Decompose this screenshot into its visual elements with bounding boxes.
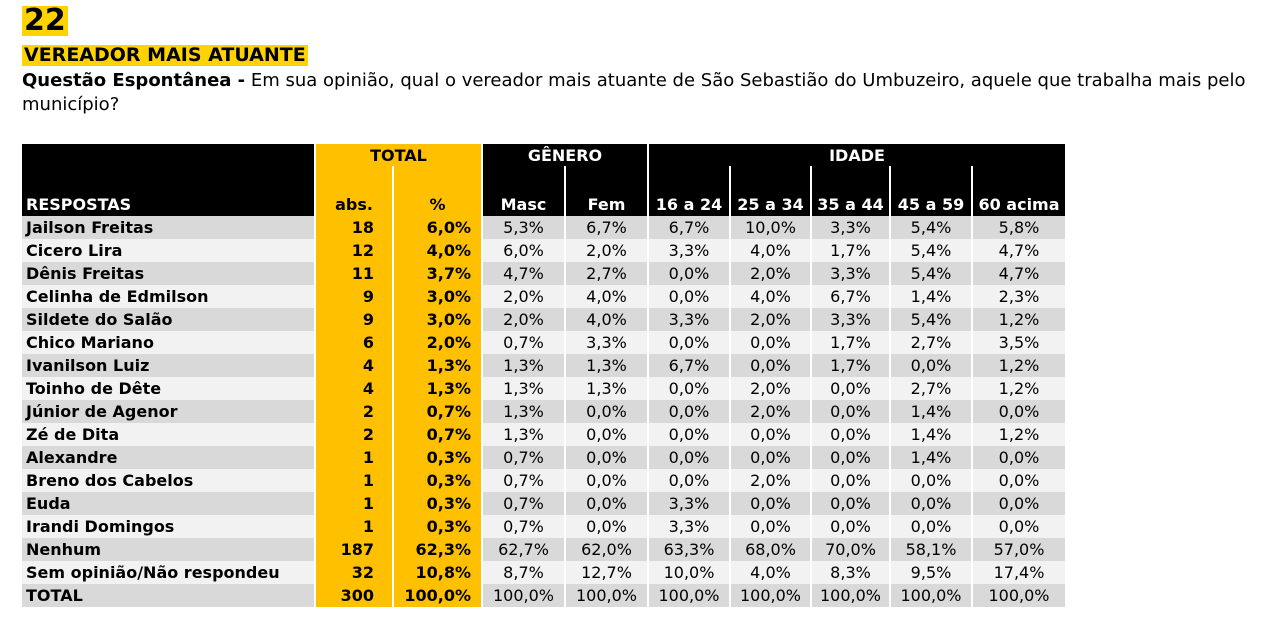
cell-abs: 9 xyxy=(315,285,393,308)
cell-pct: 4,0% xyxy=(393,239,482,262)
results-table xyxy=(22,144,1067,607)
table-row xyxy=(22,262,1066,285)
cell-age-60-plus: 0,0% xyxy=(972,446,1066,469)
table-row xyxy=(22,331,1066,354)
cell-fem: 62,0% xyxy=(565,538,648,561)
header-age-35-44: 35 a 44 xyxy=(811,166,890,216)
cell-name: Nenhum xyxy=(22,538,315,561)
cell-age-35-44: 0,0% xyxy=(811,377,890,400)
cell-masc: 62,7% xyxy=(482,538,565,561)
cell-name: Irandi Domingos xyxy=(22,515,315,538)
cell-name: Júnior de Agenor xyxy=(22,400,315,423)
cell-fem: 100,0% xyxy=(565,584,648,607)
cell-pct: 1,3% xyxy=(393,354,482,377)
header-masc: Masc xyxy=(482,166,565,216)
cell-age-60-plus: 17,4% xyxy=(972,561,1066,584)
cell-fem: 0,0% xyxy=(565,423,648,446)
cell-age-60-plus: 4,7% xyxy=(972,239,1066,262)
question-text: Em sua opinião, qual o vereador mais atuante de São Sebastião do Umbuzeiro, aquele que trabalha mais pelo município? xyxy=(22,70,1246,115)
table-row xyxy=(22,538,1066,561)
cell-name: Celinha de Edmilson xyxy=(22,285,315,308)
cell-age-60-plus: 0,0% xyxy=(972,492,1066,515)
cell-age-16-24: 63,3% xyxy=(648,538,730,561)
cell-age-35-44: 0,0% xyxy=(811,423,890,446)
cell-abs: 1 xyxy=(315,492,393,515)
cell-fem: 2,0% xyxy=(565,239,648,262)
cell-age-60-plus: 1,2% xyxy=(972,423,1066,446)
cell-abs: 2 xyxy=(315,400,393,423)
cell-age-60-plus: 3,5% xyxy=(972,331,1066,354)
cell-age-16-24: 10,0% xyxy=(648,561,730,584)
cell-age-45-59: 1,4% xyxy=(890,423,972,446)
cell-abs: 1 xyxy=(315,446,393,469)
cell-pct: 10,8% xyxy=(393,561,482,584)
cell-age-60-plus: 4,7% xyxy=(972,262,1066,285)
cell-pct: 62,3% xyxy=(393,538,482,561)
table-row xyxy=(22,354,1066,377)
cell-abs: 2 xyxy=(315,423,393,446)
header-genero-group: GÊNERO xyxy=(482,144,648,166)
cell-age-60-plus: 5,8% xyxy=(972,216,1066,239)
cell-pct: 1,3% xyxy=(393,377,482,400)
cell-age-16-24: 0,0% xyxy=(648,469,730,492)
cell-age-25-34: 2,0% xyxy=(730,469,811,492)
cell-age-35-44: 0,0% xyxy=(811,469,890,492)
cell-age-35-44: 8,3% xyxy=(811,561,890,584)
cell-pct: 0,7% xyxy=(393,423,482,446)
cell-age-35-44: 3,3% xyxy=(811,216,890,239)
header-respostas: RESPOSTAS xyxy=(22,166,315,216)
cell-age-35-44: 3,3% xyxy=(811,308,890,331)
cell-age-35-44: 100,0% xyxy=(811,584,890,607)
cell-fem: 3,3% xyxy=(565,331,648,354)
cell-age-16-24: 3,3% xyxy=(648,239,730,262)
cell-age-45-59: 1,4% xyxy=(890,400,972,423)
table-row xyxy=(22,423,1066,446)
table-row xyxy=(22,515,1066,538)
cell-age-16-24: 0,0% xyxy=(648,331,730,354)
cell-masc: 0,7% xyxy=(482,492,565,515)
cell-age-45-59: 58,1% xyxy=(890,538,972,561)
cell-age-60-plus: 0,0% xyxy=(972,400,1066,423)
cell-age-16-24: 0,0% xyxy=(648,377,730,400)
cell-age-45-59: 5,4% xyxy=(890,308,972,331)
cell-pct: 3,0% xyxy=(393,285,482,308)
cell-pct: 6,0% xyxy=(393,216,482,239)
header-blank xyxy=(22,144,315,166)
cell-age-45-59: 0,0% xyxy=(890,469,972,492)
header-age-45-59: 45 a 59 xyxy=(890,166,972,216)
cell-pct: 3,0% xyxy=(393,308,482,331)
cell-abs: 6 xyxy=(315,331,393,354)
cell-name: Sildete do Salão xyxy=(22,308,315,331)
cell-age-45-59: 100,0% xyxy=(890,584,972,607)
cell-age-60-plus: 1,2% xyxy=(972,377,1066,400)
cell-masc: 4,7% xyxy=(482,262,565,285)
cell-age-25-34: 0,0% xyxy=(730,354,811,377)
cell-fem: 1,3% xyxy=(565,377,648,400)
cell-fem: 12,7% xyxy=(565,561,648,584)
table-row xyxy=(22,584,1066,607)
cell-age-35-44: 6,7% xyxy=(811,285,890,308)
table-row xyxy=(22,446,1066,469)
cell-age-16-24: 6,7% xyxy=(648,216,730,239)
cell-pct: 100,0% xyxy=(393,584,482,607)
cell-age-25-34: 100,0% xyxy=(730,584,811,607)
header-age-25-34: 25 a 34 xyxy=(730,166,811,216)
cell-masc: 0,7% xyxy=(482,469,565,492)
cell-masc: 0,7% xyxy=(482,515,565,538)
cell-name: Breno dos Cabelos xyxy=(22,469,315,492)
cell-fem: 4,0% xyxy=(565,308,648,331)
cell-age-60-plus: 0,0% xyxy=(972,515,1066,538)
cell-name: Sem opinião/Não respondeu xyxy=(22,561,315,584)
cell-name: Ivanilson Luiz xyxy=(22,354,315,377)
cell-abs: 12 xyxy=(315,239,393,262)
cell-age-60-plus: 0,0% xyxy=(972,469,1066,492)
cell-age-35-44: 1,7% xyxy=(811,331,890,354)
cell-age-25-34: 4,0% xyxy=(730,561,811,584)
cell-abs: 1 xyxy=(315,469,393,492)
cell-pct: 0,3% xyxy=(393,515,482,538)
cell-age-60-plus: 1,2% xyxy=(972,308,1066,331)
cell-age-16-24: 0,0% xyxy=(648,446,730,469)
cell-age-45-59: 9,5% xyxy=(890,561,972,584)
table-row xyxy=(22,216,1066,239)
cell-age-60-plus: 2,3% xyxy=(972,285,1066,308)
cell-masc: 1,3% xyxy=(482,400,565,423)
table-row xyxy=(22,308,1066,331)
cell-age-60-plus: 57,0% xyxy=(972,538,1066,561)
header-age-16-24: 16 a 24 xyxy=(648,166,730,216)
cell-masc: 1,3% xyxy=(482,354,565,377)
cell-age-25-34: 0,0% xyxy=(730,331,811,354)
cell-abs: 4 xyxy=(315,377,393,400)
cell-age-45-59: 1,4% xyxy=(890,285,972,308)
cell-name: Jailson Freitas xyxy=(22,216,315,239)
cell-age-25-34: 0,0% xyxy=(730,423,811,446)
cell-fem: 0,0% xyxy=(565,515,648,538)
cell-masc: 1,3% xyxy=(482,423,565,446)
table-row xyxy=(22,561,1066,584)
cell-age-45-59: 5,4% xyxy=(890,216,972,239)
cell-abs: 300 xyxy=(315,584,393,607)
cell-age-45-59: 2,7% xyxy=(890,377,972,400)
cell-name: Cicero Lira xyxy=(22,239,315,262)
question-title: VEREADOR MAIS ATUANTE xyxy=(24,44,306,66)
cell-masc: 5,3% xyxy=(482,216,565,239)
cell-age-35-44: 0,0% xyxy=(811,515,890,538)
header-abs: abs. xyxy=(315,166,393,216)
cell-age-35-44: 70,0% xyxy=(811,538,890,561)
cell-abs: 32 xyxy=(315,561,393,584)
cell-age-16-24: 0,0% xyxy=(648,262,730,285)
cell-fem: 0,0% xyxy=(565,400,648,423)
cell-abs: 18 xyxy=(315,216,393,239)
table-row xyxy=(22,400,1066,423)
question-number: 22 xyxy=(24,3,66,38)
cell-masc: 1,3% xyxy=(482,377,565,400)
cell-name: Alexandre xyxy=(22,446,315,469)
cell-age-25-34: 2,0% xyxy=(730,308,811,331)
table-row xyxy=(22,469,1066,492)
cell-masc: 2,0% xyxy=(482,285,565,308)
cell-age-45-59: 5,4% xyxy=(890,239,972,262)
cell-age-45-59: 0,0% xyxy=(890,515,972,538)
cell-name: Euda xyxy=(22,492,315,515)
table-row xyxy=(22,492,1066,515)
cell-age-60-plus: 100,0% xyxy=(972,584,1066,607)
cell-age-45-59: 2,7% xyxy=(890,331,972,354)
cell-pct: 3,7% xyxy=(393,262,482,285)
table-row xyxy=(22,239,1066,262)
cell-age-16-24: 0,0% xyxy=(648,400,730,423)
cell-age-35-44: 0,0% xyxy=(811,446,890,469)
cell-fem: 0,0% xyxy=(565,492,648,515)
cell-age-35-44: 1,7% xyxy=(811,239,890,262)
cell-masc: 100,0% xyxy=(482,584,565,607)
cell-age-25-34: 0,0% xyxy=(730,446,811,469)
question-label: Questão Espontânea - xyxy=(22,70,246,91)
table-row xyxy=(22,377,1066,400)
cell-masc: 0,7% xyxy=(482,331,565,354)
results-table-body xyxy=(22,216,1066,607)
header-age-60-plus: 60 acima xyxy=(972,166,1066,216)
cell-age-35-44: 0,0% xyxy=(811,400,890,423)
header-idade-group: IDADE xyxy=(648,144,1066,166)
cell-age-16-24: 100,0% xyxy=(648,584,730,607)
cell-fem: 6,7% xyxy=(565,216,648,239)
cell-age-45-59: 5,4% xyxy=(890,262,972,285)
cell-masc: 8,7% xyxy=(482,561,565,584)
cell-abs: 11 xyxy=(315,262,393,285)
cell-age-35-44: 3,3% xyxy=(811,262,890,285)
cell-masc: 6,0% xyxy=(482,239,565,262)
cell-abs: 187 xyxy=(315,538,393,561)
cell-age-35-44: 0,0% xyxy=(811,492,890,515)
cell-age-45-59: 0,0% xyxy=(890,354,972,377)
cell-age-25-34: 2,0% xyxy=(730,400,811,423)
cell-age-25-34: 4,0% xyxy=(730,285,811,308)
cell-age-60-plus: 1,2% xyxy=(972,354,1066,377)
cell-age-25-34: 0,0% xyxy=(730,492,811,515)
cell-age-16-24: 0,0% xyxy=(648,285,730,308)
cell-masc: 2,0% xyxy=(482,308,565,331)
cell-fem: 4,0% xyxy=(565,285,648,308)
cell-abs: 4 xyxy=(315,354,393,377)
cell-age-25-34: 2,0% xyxy=(730,262,811,285)
cell-abs: 9 xyxy=(315,308,393,331)
cell-age-45-59: 1,4% xyxy=(890,446,972,469)
cell-age-16-24: 0,0% xyxy=(648,423,730,446)
cell-age-16-24: 6,7% xyxy=(648,354,730,377)
cell-age-25-34: 2,0% xyxy=(730,377,811,400)
cell-pct: 0,3% xyxy=(393,469,482,492)
cell-fem: 2,7% xyxy=(565,262,648,285)
cell-name: Toinho de Dête xyxy=(22,377,315,400)
cell-pct: 0,3% xyxy=(393,492,482,515)
cell-age-25-34: 0,0% xyxy=(730,515,811,538)
cell-masc: 0,7% xyxy=(482,446,565,469)
table-row xyxy=(22,285,1066,308)
cell-age-16-24: 3,3% xyxy=(648,308,730,331)
cell-age-25-34: 4,0% xyxy=(730,239,811,262)
cell-name: TOTAL xyxy=(22,584,315,607)
cell-name: Dênis Freitas xyxy=(22,262,315,285)
cell-age-45-59: 0,0% xyxy=(890,492,972,515)
cell-fem: 1,3% xyxy=(565,354,648,377)
cell-age-35-44: 1,7% xyxy=(811,354,890,377)
cell-age-16-24: 3,3% xyxy=(648,515,730,538)
cell-name: Chico Mariano xyxy=(22,331,315,354)
cell-age-25-34: 68,0% xyxy=(730,538,811,561)
question-text-block xyxy=(22,69,1272,117)
cell-age-25-34: 10,0% xyxy=(730,216,811,239)
cell-age-16-24: 3,3% xyxy=(648,492,730,515)
header-pct: % xyxy=(393,166,482,216)
cell-fem: 0,0% xyxy=(565,469,648,492)
header-fem: Fem xyxy=(565,166,648,216)
cell-fem: 0,0% xyxy=(565,446,648,469)
header-total-group: TOTAL xyxy=(315,144,482,166)
cell-pct: 0,3% xyxy=(393,446,482,469)
cell-abs: 1 xyxy=(315,515,393,538)
cell-name: Zé de Dita xyxy=(22,423,315,446)
cell-pct: 2,0% xyxy=(393,331,482,354)
cell-pct: 0,7% xyxy=(393,400,482,423)
